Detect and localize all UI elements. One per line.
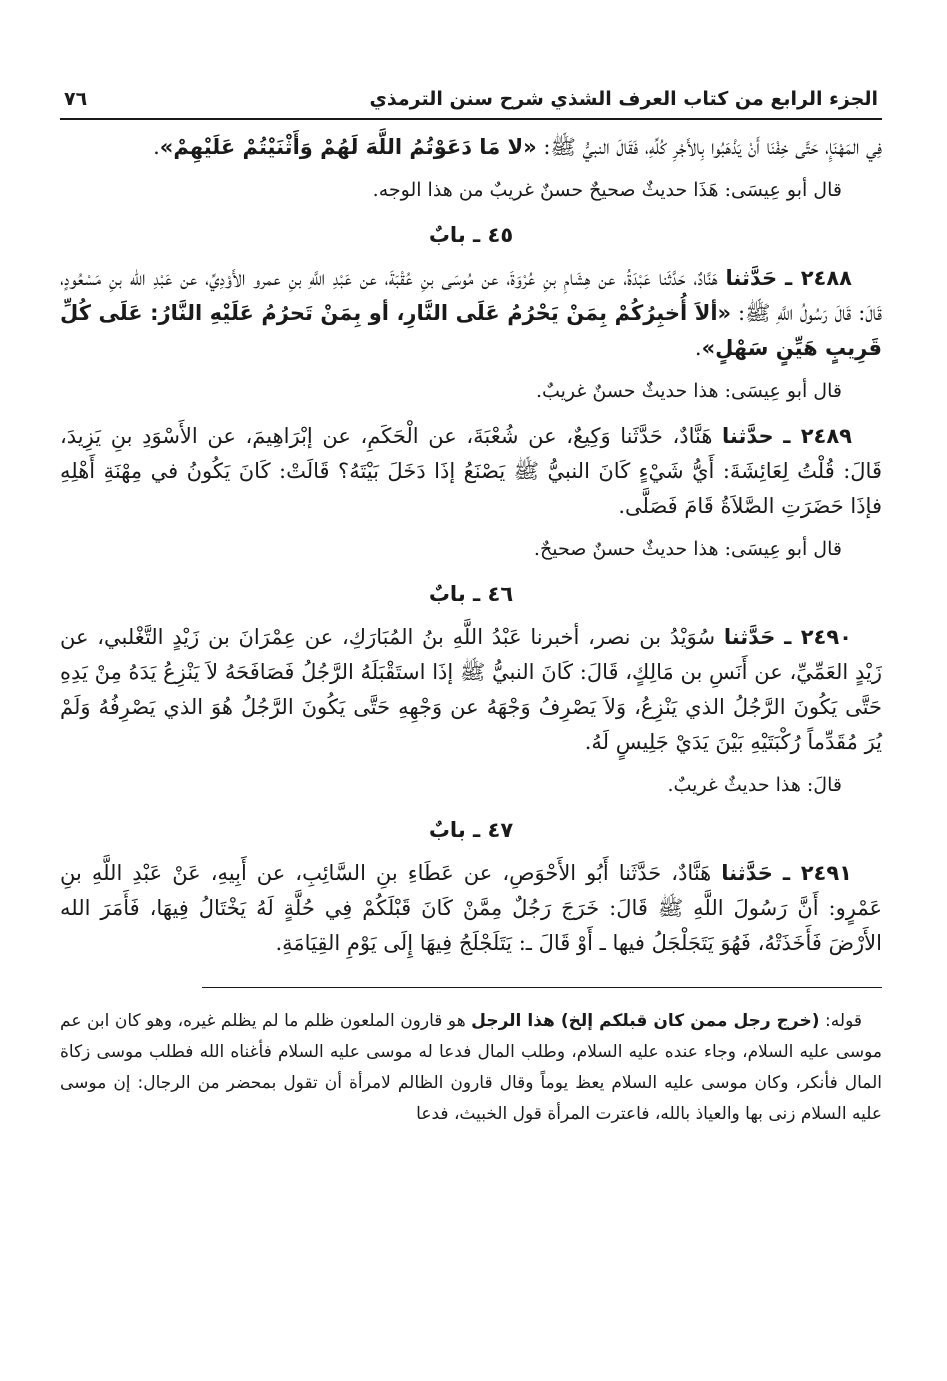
header-rule bbox=[60, 118, 882, 120]
chapter-heading-47: ٤٧ ـ بابٌ bbox=[428, 818, 514, 842]
chapter-heading-46: ٤٦ ـ بابٌ bbox=[428, 582, 514, 606]
hadith-end: . bbox=[694, 336, 702, 360]
hadith-text: هَنَّادٌ، حَدَّثَنا أَبُو الأَحْوَصِ، عن عَطَاءِ بنِ السَّائِبِ، عن أَبِيهِ، عَنْ عَبْدِ اللَّهِ بنِ عَمْرٍو: أَنَّ رَسُولَ اللَّهِ ﷺ قَالَ: خَرَجَ رَجُلٌ مِمَّنْ كَانَ قَبْلَكُمْ فِي حُلَّةٍ لَهُ يَخْتَالُ فِيهَا، فَأَمَرَ الله الأَرْضَ فَأَخَذَتْهُ، فَهُوَ يَتَجَلْجَلُ فيها ـ أَوْ قَالَ ـ: يَتَلَجْلَجُ فِيهَا إِلَى يَوْمِ القِيَامَةِ. bbox=[60, 861, 882, 955]
hadith-number: ٢٤٨٩ ـ bbox=[783, 424, 852, 448]
hadith-2488 bbox=[60, 261, 882, 366]
running-title: الجزء الرابع من كتاب العرف الشذي شرح سنن الترمذي bbox=[369, 88, 878, 110]
grade-note: قال أبو عِيسَى: هذا حديثٌ حسنٌ صحيحٌ. bbox=[533, 538, 842, 560]
footnote-text: هو قارون الملعون ظلم ما لم يظلم غيره، وهو كان ابن عم موسى عليه السلام، وجاء عنده عليه السلام، وطلب المال فدعا له موسى عليه السلام فأغناه الله فطلب موسى زكاة المال فأنكر، وكان موسى عليه السلام يعظ يوماً وقال قارون الظالم لامرأة أن تقول بمحضر من الرجال: إن موسى عليه السلام زنى بها والعياذ بالله، فاعترت المرأة قول الخبيث، فدعا bbox=[60, 1011, 882, 1124]
hadith-matn: «ألاَ أُخبِرُكُمْ بِمَنْ يَحْرُمُ عَلَى النَّارِ، أو بِمَنْ تَحرُمُ عَلَيْهِ النَّارُ: عَلَى كُلِّ قَرِيبٍ هَيِّنٍ سَهْلٍ» bbox=[60, 301, 882, 360]
hadith-2490 bbox=[60, 620, 882, 760]
footnote-quote: (خرج رجل ممن كان قبلكم إلخ) هذا الرجل bbox=[471, 1011, 820, 1031]
hadith-number: ٢٤٨٨ ـ bbox=[785, 266, 852, 290]
hadith-text: هَنَّادٌ، حَدَّثَنا وَكِيعٌ، عن شُعْبَةَ، عن الْحَكَمِ، عن إبْرَاهِيمَ، عن الأَسْوَدِ بنِ يَزِيدَ، قَالَ: قُلْتُ لِعَائِشَةَ: أَيُّ شَيْءٍ كَانَ النبيُّ ﷺ يَصْنَعُ إذَا دَخَلَ بَيْتَهُ؟ قَالَتْ: كَانَ يَكُونُ في مِهْنَةِ أَهْلِهِ فإذَا حَضَرَتِ الصَّلاَةُ قَامَ فَصَلَّى. bbox=[60, 424, 882, 518]
continuation-quote: «لا مَا دَعَوْتُمُ اللَّهَ لَهُمْ وَأَثْنَيْتُمْ عَلَيْهِمْ» bbox=[159, 135, 537, 159]
grade-note: قالَ: هذا حديثٌ غريبٌ. bbox=[667, 774, 842, 796]
hadith-opener: حَدَّثنا bbox=[725, 266, 778, 290]
chapter-heading-45: ٤٥ ـ بابٌ bbox=[428, 223, 514, 247]
main-text bbox=[60, 130, 882, 961]
grade-note: قال أبو عِيسَى: هَذَا حديثٌ صحيحٌ حسنٌ غريبٌ من هذا الوجه. bbox=[372, 179, 842, 201]
hadith-opener: حدَّثنا bbox=[722, 424, 774, 448]
hadith-text: سُوَيْدُ بن نصر، أخبرنا عَبْدُ اللَّهِ بنُ المُبَارَكِ، عن عِمْرَانَ بن زَيْدٍ التَّغْلبي، عن زَيْدٍ العَمِّيِّ، عن أَنَسِ بن مَالِكٍ، قَالَ: كَانَ النبيُّ ﷺ إذَا استَقْبَلَهُ الرَّجُلُ فَصَافَحَهُ لاَ يَنْزِعُ يَدَهُ مِنْ يَدِهِ حَتَّى يَكُونَ الرَّجُلُ الذي يَنْزِعُ، وَلاَ يَصْرِفُ وَجْهَهُ عن وَجْهِهِ حَتَّى يَكُونَ الرَّجُلُ هُوَ الذي يَصْرِفُهُ وَلَمْ يُرَ مُقَدِّماً رُكْبَتَيْهِ بَيْنَ يَدَيْ جَلِيسٍ لَهُ. bbox=[60, 625, 882, 754]
hadith-opener: حَدَّثنا bbox=[723, 625, 776, 649]
footnote-divider bbox=[202, 987, 882, 988]
page-header bbox=[60, 70, 882, 110]
book-page bbox=[60, 70, 882, 1360]
hadith-opener: حَدَّثنا bbox=[721, 861, 773, 885]
continuation-end: . bbox=[153, 135, 160, 159]
footnote bbox=[60, 1006, 882, 1130]
page-number: ٧٦ bbox=[64, 88, 88, 110]
continuation-paragraph bbox=[60, 130, 882, 165]
hadith-2491 bbox=[60, 856, 882, 961]
hadith-number: ٢٤٩٠ ـ bbox=[784, 625, 852, 649]
footnote-lead: قوله: bbox=[819, 1011, 862, 1031]
grade-note: قال أبو عِيسَى: هذا حديثٌ حسنٌ غريبٌ. bbox=[535, 380, 842, 402]
hadith-isnad: هَنَّادٌ، حَدَّثَنا عَبْدَةُ، عن هِشَامِ بنِ عُرْوَةَ، عن مُوسَى بنِ عُقْبَةَ، عن عَبْدِ اللَّهِ بنِ عمرو الأَوْدِيِّ، عن عَبْدِ الله بنِ مَسْعُودٍ، قَالَ: قَالَ رَسُولُ اللَّهِ ﷺ: bbox=[60, 266, 882, 325]
hadith-2489 bbox=[60, 419, 882, 524]
hadith-number: ٢٤٩١ ـ bbox=[782, 861, 852, 885]
continuation-intro: فِي المَهْنَإِ، حَتَّى خِفْنَا أَنْ يَذْهَبُوا بِالأَجْرِ كُلِّهِ، فَقَالَ النبيُّ ﷺ: bbox=[536, 135, 882, 159]
